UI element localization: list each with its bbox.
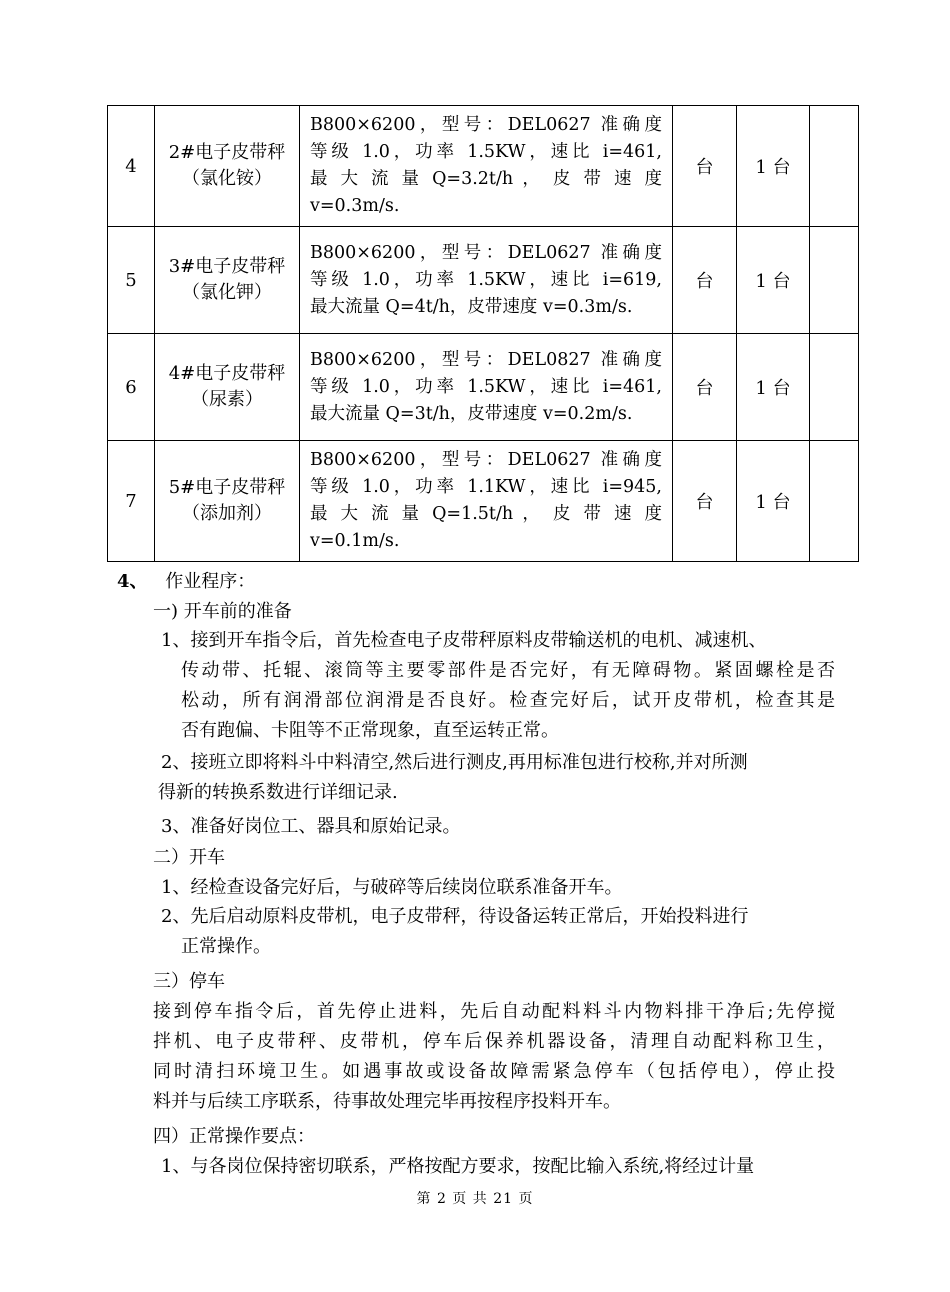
unit-cell: 台 [673, 106, 737, 227]
normal-item-1: 1、与各岗位保持密切联系，严格按配方要求，按配比输入系统,将经过计量 [161, 1156, 755, 1177]
equipment-material: （氯化钾） [182, 282, 272, 303]
row-number: 4 [108, 106, 155, 227]
spec-line: 最大流量 Q=4t/h，皮带速度 v=0.3m/s. [310, 296, 633, 317]
subsection-title-prep: 一) 开车前的准备 [153, 601, 292, 622]
prep-item-3: 3、准备好岗位工、器具和原始记录。 [161, 816, 461, 837]
start-item-2 [153, 902, 835, 962]
section-heading [117, 567, 255, 593]
spec-line: B800×6200，型号：DEL0627 准确度 [310, 115, 662, 135]
equipment-spec [300, 334, 673, 441]
spec-line: B800×6200，型号：DEL0627 准确度 [310, 450, 662, 470]
prep-item-2 [153, 748, 835, 808]
table-row [108, 106, 859, 227]
equipment-spec [300, 441, 673, 562]
equipment-spec [300, 227, 673, 334]
paragraph-line: 料并与后续工序联系，待事故处理完毕再按程序投料开车。 [153, 1091, 621, 1112]
unit-cell: 台 [673, 227, 737, 334]
quantity-cell: 1 台 [737, 227, 810, 334]
section-number: 4、 [117, 571, 148, 592]
spec-line: 最大流量 Q=3t/h，皮带速度 v=0.2m/s. [310, 403, 633, 424]
prep-item-1 [153, 626, 835, 746]
equipment-name-line: 4#电子皮带秤 [168, 363, 286, 384]
spec-line: B800×6200，型号：DEL0827 准确度 [310, 349, 662, 370]
equipment-name [155, 441, 300, 562]
subsection-title-normal: 四）正常操作要点： [153, 1126, 315, 1147]
quantity-cell: 1 台 [737, 106, 810, 227]
spec-line: 等级 1.0，功率 1.1KW，速比 i=945, [310, 477, 662, 497]
equipment-name-line: 5#电子皮带秤 [168, 477, 286, 498]
equipment-name-line: 3#电子皮带秤 [168, 256, 286, 277]
table-row [108, 227, 859, 334]
paragraph-line: 同时清扫环境卫生。如遇事故或设备故障需紧急停车（包括停电），停止投 [153, 1061, 835, 1082]
page-footer: 第 2 页 共 21 页 [416, 1191, 534, 1207]
equipment-material: （氯化铵） [182, 168, 272, 189]
spec-line: v=0.1m/s. [310, 531, 400, 551]
equipment-name [155, 227, 300, 334]
equipment-material: （添加剂） [182, 503, 272, 524]
row-number: 7 [108, 441, 155, 562]
equipment-name [155, 334, 300, 441]
note-cell [810, 106, 859, 227]
paragraph-line: 松动，所有润滑部位润滑是否良好。检查完好后，试开皮带机，检查其是 [181, 690, 835, 711]
paragraph-line: 拌机、电子皮带秤、皮带机，停车后保养机器设备，清理自动配料称卫生， [153, 1031, 835, 1052]
row-number: 5 [108, 227, 155, 334]
subsection-title-stop: 三）停车 [153, 971, 225, 992]
paragraph-line: 2、先后启动原料皮带机，电子皮带秤，待设备运转正常后，开始投料进行 [161, 906, 749, 927]
equipment-spec [300, 106, 673, 227]
note-cell [810, 334, 859, 441]
note-cell [810, 227, 859, 334]
row-number: 6 [108, 334, 155, 441]
spec-line: v=0.3m/s. [310, 196, 400, 216]
paragraph-line: 得新的转换系数进行详细记录. [158, 782, 398, 803]
table-row [108, 441, 859, 562]
spec-line: B800×6200，型号：DEL0627 准确度 [310, 242, 662, 263]
quantity-cell: 1 台 [737, 441, 810, 562]
paragraph-line: 2、接班立即将料斗中料清空,然后进行测皮,再用标准包进行校称,并对所测 [161, 752, 748, 773]
paragraph-line: 否有跑偏、卡阻等不正常现象，直至运转正常。 [181, 720, 559, 741]
paragraph-line: 传动带、托辊、滚筒等主要零部件是否完好，有无障碍物。紧固螺栓是否 [181, 660, 835, 681]
quantity-cell: 1 台 [737, 334, 810, 441]
stop-paragraph [153, 997, 835, 1117]
equipment-name [155, 106, 300, 227]
unit-cell: 台 [673, 441, 737, 562]
equipment-material: （尿素） [191, 389, 263, 410]
equipment-table [107, 105, 859, 562]
paragraph-line: 1、接到开车指令后，首先检查电子皮带秤原料皮带输送机的电机、减速机、 [161, 630, 767, 651]
equipment-name-line: 2#电子皮带秤 [168, 142, 286, 163]
spec-line: 最 大 流 量 Q=1.5t/h ， 皮 带 速 度 [310, 504, 662, 524]
subsection-title-start: 二）开车 [153, 847, 225, 868]
spec-line: 等级 1.0，功率 1.5KW，速比 i=461, [310, 376, 662, 397]
paragraph-line: 正常操作。 [181, 936, 271, 957]
spec-line: 等级 1.0，功率 1.5KW，速比 i=461, [310, 142, 662, 162]
table-row [108, 334, 859, 441]
spec-line: 等级 1.0，功率 1.5KW，速比 i=619, [310, 269, 662, 290]
unit-cell: 台 [673, 334, 737, 441]
start-item-1: 1、经检查设备完好后，与破碎等后续岗位联系准备开车。 [161, 877, 623, 898]
spec-line: 最 大 流 量 Q=3.2t/h ， 皮 带 速 度 [310, 169, 662, 189]
section-title: 作业程序： [165, 571, 256, 592]
note-cell [810, 441, 859, 562]
paragraph-line: 接到停车指令后，首先停止进料，先后自动配料料斗内物料排干净后;先停搅 [153, 1001, 835, 1022]
